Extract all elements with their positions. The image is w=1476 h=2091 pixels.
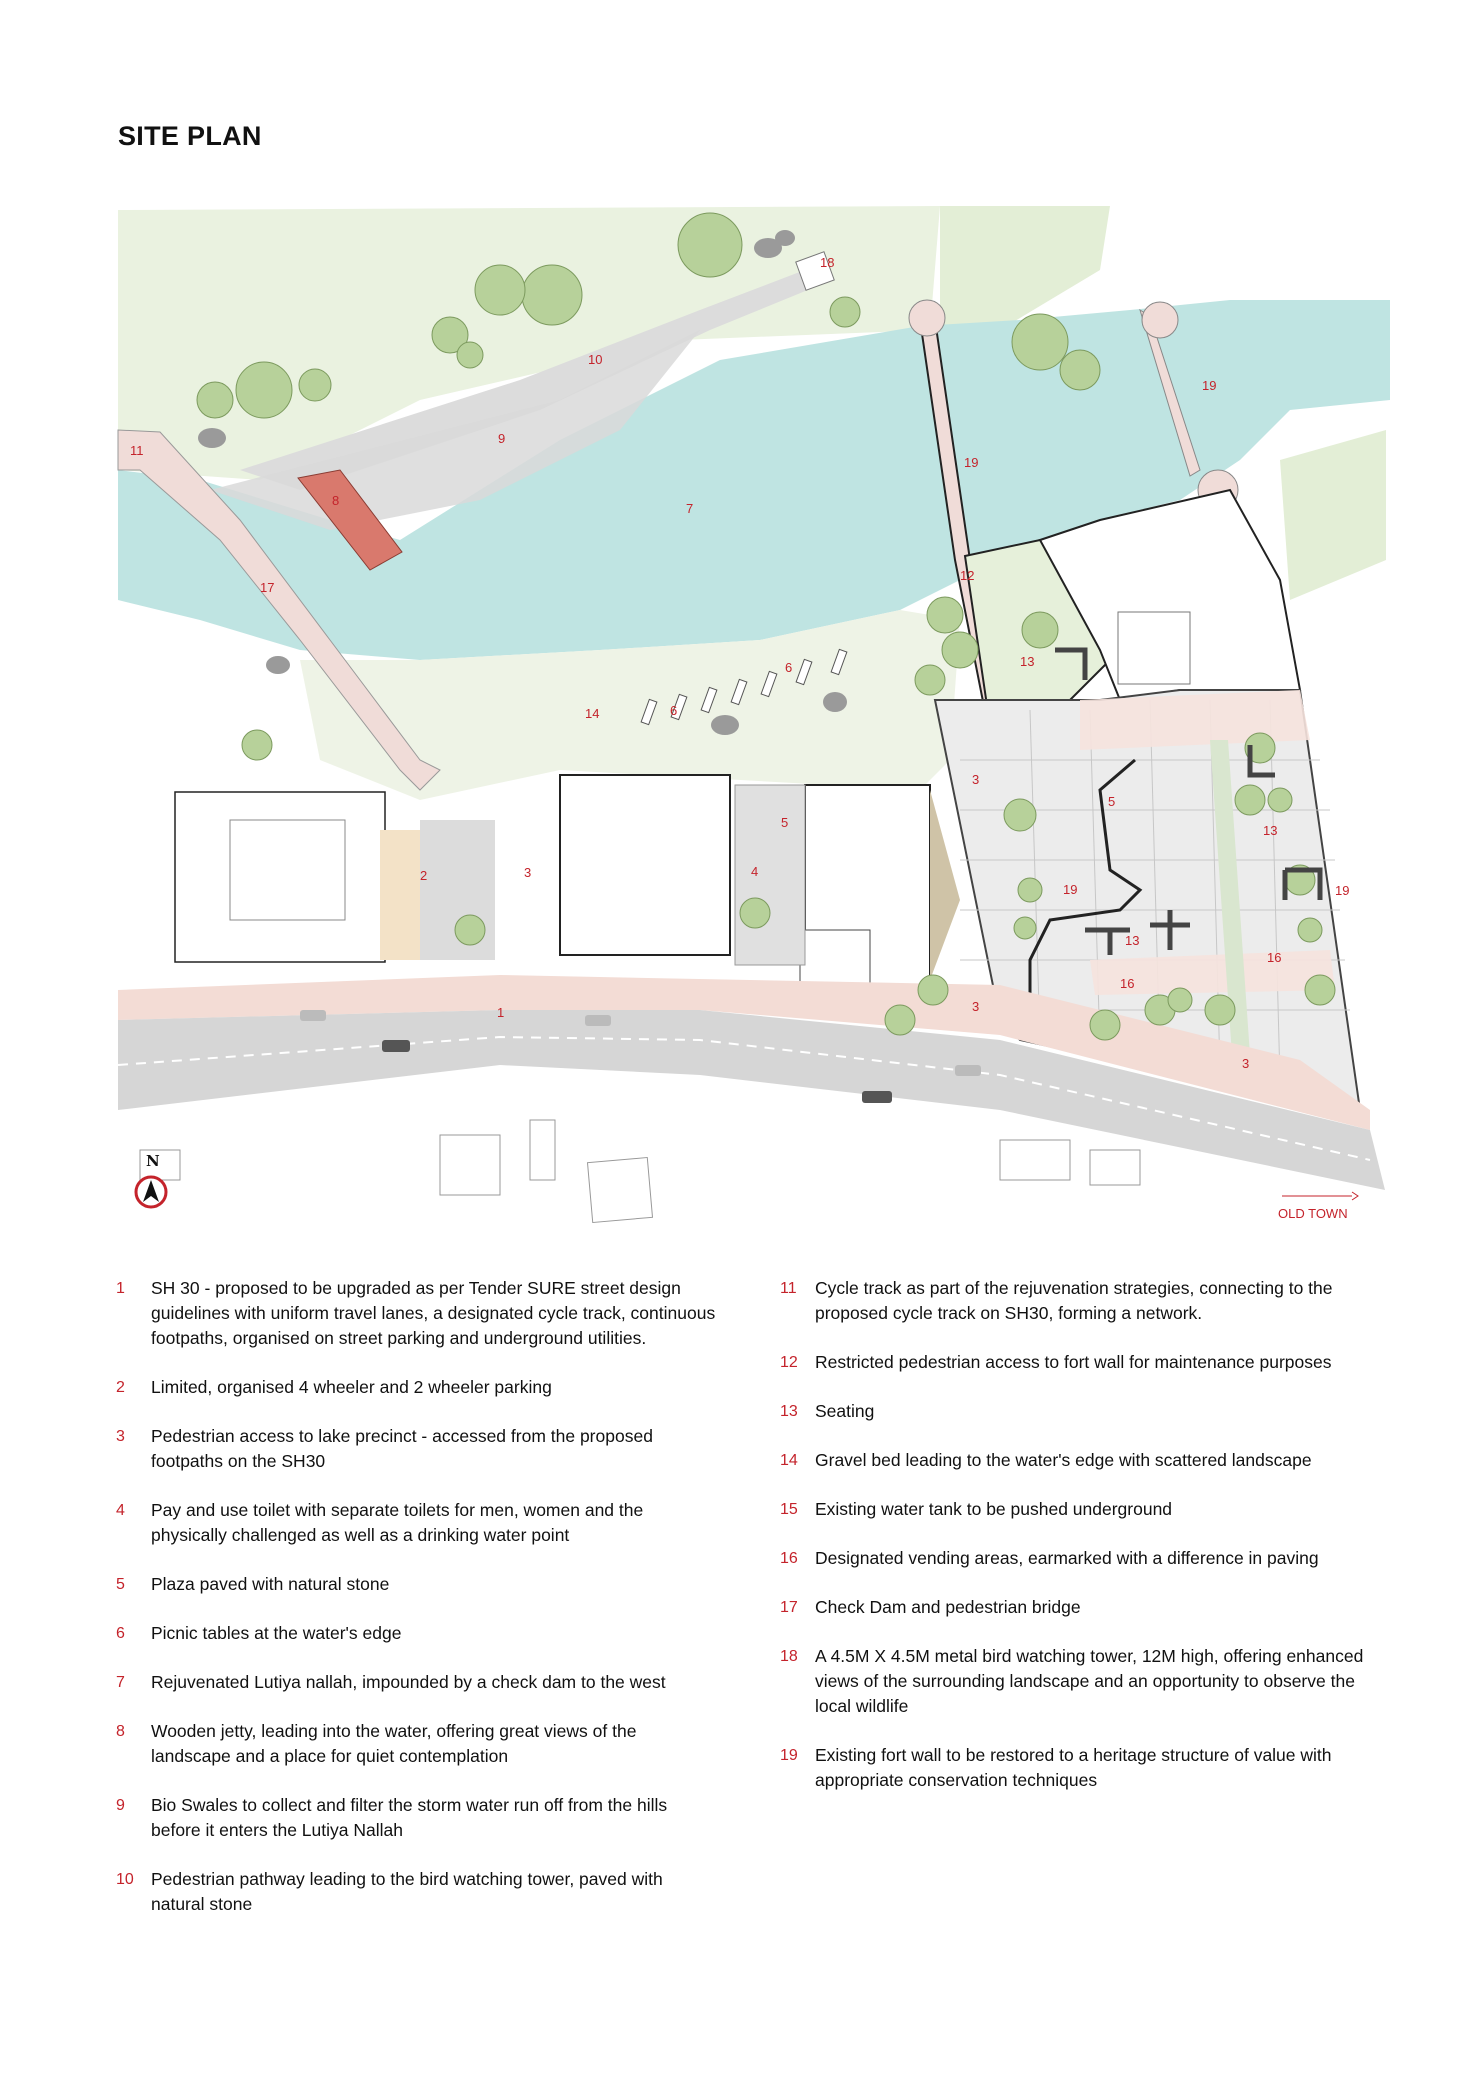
water-tank (1118, 612, 1190, 684)
legend-item-17: 17 Check Dam and pedestrian bridge (780, 1597, 1081, 1617)
fort-bastion-1 (909, 300, 945, 336)
legend-item-3: 3 Pedestrian access to lake precinct - accessed from the proposed footpaths on the SH30 (116, 1426, 653, 1471)
marker-16-a: 16 (1267, 950, 1282, 965)
toilet-courtyard (735, 785, 805, 965)
marker-16-b: 16 (1120, 976, 1135, 991)
fort-bastion-2 (1142, 302, 1178, 338)
parking-area (380, 830, 420, 960)
legend-item-12: 12 Restricted pedestrian access to fort wall for maintenance purposes (780, 1352, 1332, 1372)
marker-14: 14 (585, 706, 600, 721)
car-5 (955, 1065, 981, 1076)
car-2 (862, 1091, 892, 1103)
legend-item-10: 10 Pedestrian pathway leading to the bird watching tower, paved with natural stone (116, 1869, 663, 1914)
marker-9: 9 (498, 431, 506, 446)
page-title: SITE PLAN (118, 121, 262, 151)
legend-item-7: 7 Rejuvenated Lutiya nallah, impounded by a check dam to the west (116, 1672, 666, 1692)
marker-19-d: 19 (1335, 883, 1350, 898)
legend-item-5: 5 Plaza paved with natural stone (116, 1574, 390, 1594)
marker-19-c: 19 (1063, 882, 1078, 897)
building-central (560, 775, 730, 955)
building-west-court (230, 820, 345, 920)
marker-5-b: 5 (1108, 794, 1116, 809)
east-hillside (1280, 430, 1386, 600)
marker-19-a: 19 (964, 455, 979, 470)
old-town-label: OLD TOWN (1278, 1206, 1348, 1221)
old-town-indicator (1278, 1192, 1358, 1221)
legend-item-11: 11 Cycle track as part of the rejuvenation strategies, connecting to the proposed cycle track on SH30, forming a network. (780, 1278, 1333, 1323)
legend-item-16: 16 Designated vending areas, earmarked with a difference in paving (780, 1548, 1319, 1568)
car-1 (382, 1040, 410, 1052)
marker-4: 4 (751, 864, 759, 879)
legend-item-13: 13 Seating (780, 1401, 875, 1421)
north-letter: N (146, 1152, 160, 1170)
marker-2: 2 (420, 868, 428, 883)
marker-3-b: 3 (972, 772, 980, 787)
marker-11: 11 (130, 443, 144, 458)
legend-left-column (116, 1276, 716, 1941)
legend-item-9: 9 Bio Swales to collect and filter the storm water run off from the hills before it enters the Lutiya Nallah (116, 1795, 668, 1840)
marker-1: 1 (497, 1005, 505, 1020)
legend-item-6: 6 Picnic tables at the water's edge (116, 1623, 402, 1643)
surrounding-buildings (140, 1120, 1140, 1223)
marker-19-b: 19 (1202, 378, 1217, 393)
north-east-hillside (940, 206, 1110, 330)
car-4 (585, 1015, 611, 1026)
legend-item-15: 15 Existing water tank to be pushed underground (780, 1499, 1173, 1519)
legend-item-19: 19 Existing fort wall to be restored to a heritage structure of value with appropriate conservation techniques (780, 1745, 1332, 1790)
marker-12: 12 (960, 568, 975, 583)
legend-item-8: 8 Wooden jetty, leading into the water, offering great views of the landscape and a place for quiet contemplation (116, 1721, 637, 1766)
marker-5-a: 5 (781, 815, 789, 830)
legend-right-column (780, 1276, 1380, 1817)
marker-13-c: 13 (1125, 933, 1140, 948)
brown-wedge (930, 790, 960, 980)
marker-3-c: 3 (972, 999, 980, 1014)
marker-3-a: 3 (524, 865, 532, 880)
legend-item-4: 4 Pay and use toilet with separate toilets for men, women and the physically challenged as well as a drinking water point (116, 1500, 644, 1545)
marker-3-d: 3 (1242, 1056, 1250, 1071)
marker-13-a: 13 (1020, 654, 1035, 669)
vending-area (1080, 690, 1310, 750)
marker-10: 10 (588, 352, 603, 367)
legend-item-14: 14 Gravel bed leading to the water's edge with scattered landscape (780, 1450, 1312, 1470)
marker-13-b: 13 (1263, 823, 1278, 838)
legend-item-18: 18 A 4.5M X 4.5M metal bird watching tower, 12M high, offering enhanced views of the surrounding landscape and an opportunity to observe the local wildlife (780, 1646, 1364, 1716)
marker-18: 18 (820, 255, 835, 270)
marker-17: 17 (260, 580, 275, 595)
legend-item-2: 2 Limited, organised 4 wheeler and 2 wheeler parking (116, 1377, 552, 1397)
legend-item-1: 1 SH 30 - proposed to be upgraded as per Tender SURE street design guidelines with uniform travel lanes, a designated cycle track, continuous footpaths, organised on street parking and underground utilities. (116, 1278, 716, 1348)
car-3 (300, 1010, 326, 1021)
marker-6-b: 6 (670, 703, 678, 718)
marker-6-a: 6 (785, 660, 793, 675)
marker-7: 7 (686, 501, 694, 516)
marker-8: 8 (332, 493, 340, 508)
